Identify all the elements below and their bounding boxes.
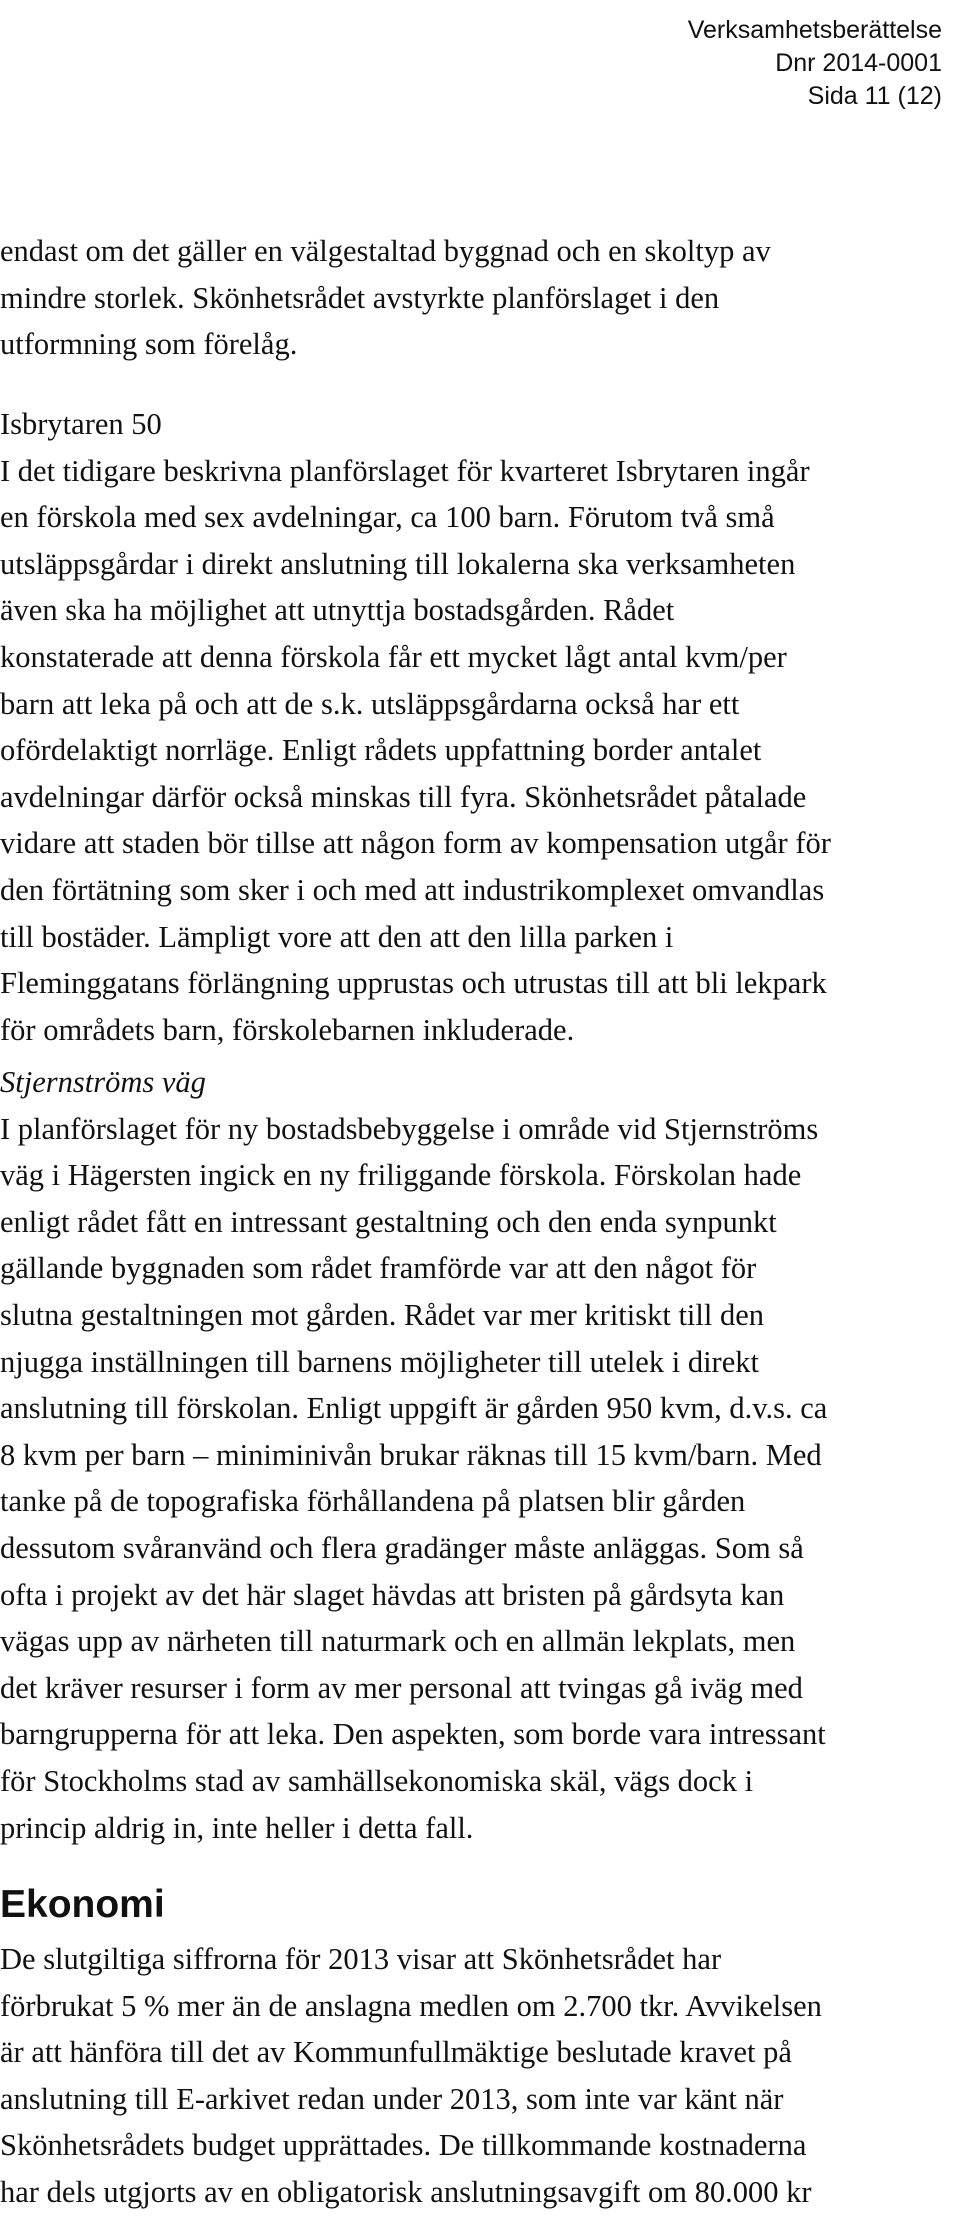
text-line: vägas upp av närheten till naturmark och en allmän lekplats, men: [0, 1624, 796, 1659]
text-line: njugga inställningen till barnens möjligheter till utelek i direkt: [0, 1344, 759, 1379]
text-line: till bostäder. Lämpligt vore att den att den lilla parken i: [0, 919, 674, 954]
document-number: Dnr 2014-0001: [775, 49, 942, 77]
text-line: väg i Hägersten ingick en ny friliggande förskola. Förskolan hade: [0, 1158, 802, 1193]
text-line: Fleminggatans förlängning upprustas och utrustas till att bli lekpark: [0, 966, 827, 1001]
text-line: utsläppsgårdar i direkt anslutning till lokalerna ska verksamheten: [0, 546, 796, 581]
text-line: avdelningar därför också minskas till fyra. Skönhetsrådet påtalade: [0, 779, 807, 814]
text-line: De slutgiltiga siffrorna för 2013 visar att Skönhetsrådet har: [0, 1942, 722, 1976]
text-line: ofta i projekt av det här slaget hävdas att bristen på gårdsyta kan: [0, 1577, 785, 1612]
text-line: ofördelaktigt norrläge. Enligt rådets uppfattning border antalet: [0, 733, 762, 768]
text-line: förbrukat 5 % mer än de anslagna medlen om 2.700 tkr. Avvikelsen: [0, 1988, 822, 2023]
text-line: dessutom svåranvänd och flera gradänger måste anläggas. Som så: [0, 1530, 804, 1565]
text-line: för områdets barn, förskolebarnen inkluderade.: [0, 1012, 575, 1047]
section-isbrytaren: [0, 401, 960, 1053]
text-line: det kräver resurser i form av mer personal att tvingas gå iväg med: [0, 1670, 803, 1705]
section-ekonomi: [0, 1936, 960, 2216]
text-line: barn att leka på och att de s.k. utsläppsgårdarna också har ett: [0, 686, 740, 721]
text-line: anslutning till E-arkivet redan under 2013, som inte var känt när: [0, 2081, 784, 2116]
text-line: anslutning till förskolan. Enligt uppgift är gården 950 kvm, d.v.s. ca: [0, 1391, 828, 1426]
text-line: en förskola med sex avdelningar, ca 100 barn. Förutom två små: [0, 500, 775, 535]
text-line: även ska ha möjlighet att utnyttja bostadsgården. Rådet: [0, 593, 675, 628]
text-line: gällande byggnaden som rådet framförde var att den något för: [0, 1251, 757, 1286]
text-line: har dels utgjorts av en obligatorisk anslutningsavgift om 80.000 kr: [0, 2174, 812, 2209]
section-subheading: Stjernströms väg: [0, 1065, 206, 1099]
text-line: Skönhetsrådets budget upprättades. De tillkommande kostnaderna: [0, 2128, 807, 2163]
paragraph-intro: [0, 228, 960, 368]
text-line: slutna gestaltningen mot gården. Rådet var mer kritiskt till den: [0, 1297, 765, 1332]
text-line: utformning som förelåg.: [0, 327, 298, 362]
section-subheading: Isbrytaren 50: [0, 407, 162, 441]
text-line: endast om det gäller en välgestaltad byggnad och en skoltyp av: [0, 234, 771, 268]
text-line: tanke på de topografiska förhållandena på platsen blir gården: [0, 1484, 746, 1519]
text-line: för Stockholms stad av samhällsekonomiska skäl, vägs dock i: [0, 1763, 754, 1798]
document-title: Verksamhetsberättelse: [687, 16, 942, 44]
section-heading-ekonomi: Ekonomi: [0, 1883, 165, 1926]
text-line: princip aldrig in, inte heller i detta fall.: [0, 1810, 474, 1845]
page-header: [688, 14, 942, 113]
text-line: 8 kvm per barn – miniminivån brukar räknas till 15 kvm/barn. Med: [0, 1437, 822, 1472]
text-line: den förtätning som sker i och med att industrikomplexet omvandlas: [0, 872, 825, 907]
text-line: är att hänföra till det av Kommunfullmäktige beslutade kravet på: [0, 2035, 792, 2070]
text-line: enligt rådet fått en intressant gestaltning och den enda synpunkt: [0, 1204, 777, 1239]
section-stjernstrom: [0, 1059, 960, 1851]
text-line: mindre storlek. Skönhetsrådet avstyrkte planförslaget i den: [0, 280, 720, 315]
text-line: I det tidigare beskrivna planförslaget för kvarteret Isbrytaren ingår: [0, 453, 810, 488]
text-line: barngrupperna för att leka. Den aspekten, som borde vara intressant: [0, 1717, 826, 1752]
text-line: konstaterade att denna förskola får ett mycket lågt antal kvm/per: [0, 639, 787, 674]
page-number: Sida 11 (12): [807, 82, 942, 110]
text-line: vidare att staden bör tillse att någon form av kompensation utgår för: [0, 826, 831, 861]
text-line: I planförslaget för ny bostadsbebyggelse i område vid Stjernströms: [0, 1111, 819, 1146]
